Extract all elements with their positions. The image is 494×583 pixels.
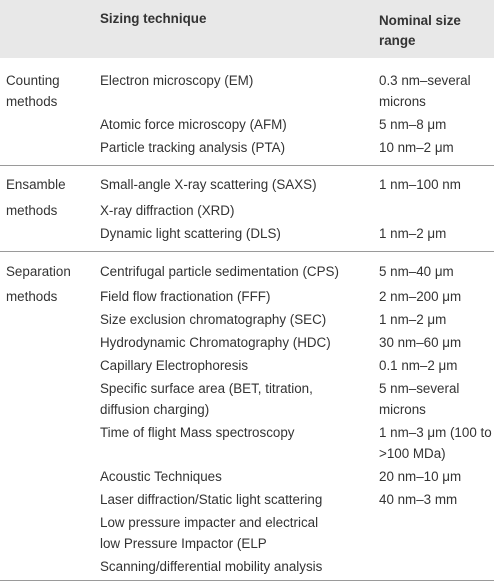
technique-cell: Small-angle X-ray scattering (SAXS) [100, 177, 317, 192]
technique-cell: Time of flight Mass spectroscopy [100, 425, 295, 440]
range-cell: 0.1 nm–2 μm [379, 358, 458, 373]
technique-cell: Field flow fractionation (FFF) [100, 289, 271, 304]
range-cell: 40 nm–3 mm [379, 492, 458, 507]
range-cell: 1 nm–2 μm [379, 226, 447, 241]
range-cell: 30 nm–60 μm [379, 335, 462, 350]
range-cell: 0.3 nm–several [379, 73, 471, 88]
category-label: methods [6, 203, 58, 218]
range-cell: 1 nm–2 μm [379, 312, 447, 327]
technique-cell: Dynamic light scattering (DLS) [100, 226, 281, 241]
technique-cell: Hydrodynamic Chromatography (HDC) [100, 335, 331, 350]
range-cell: 20 nm–10 μm [379, 469, 462, 484]
technique-cell: Low pressure impacter and electrical [100, 515, 319, 530]
technique-cell: X-ray diffraction (XRD) [100, 203, 235, 218]
range-cell: 5 nm–40 μm [379, 264, 454, 279]
range-cell: microns [379, 94, 426, 109]
technique-cell: Particle tracking analysis (PTA) [100, 140, 286, 155]
table-header [0, 0, 494, 58]
range-cell: 5 nm–several [379, 381, 460, 396]
technique-cell: Acoustic Techniques [100, 469, 222, 484]
category-label: Counting [6, 73, 60, 88]
category-label: methods [6, 289, 58, 304]
technique-cell: Size exclusion chromatography (SEC) [100, 312, 327, 327]
technique-cell: low Pressure Impactor (ELP [100, 536, 267, 551]
range-cell: 1 nm–100 nm [379, 177, 461, 192]
category-label: Ensamble [6, 177, 66, 192]
header-technique: Sizing technique [100, 11, 207, 26]
technique-cell: Electron microscopy (EM) [100, 73, 254, 88]
header-range: Nominal size range [379, 13, 461, 48]
range-cell: 5 nm–8 μm [379, 117, 447, 132]
technique-cell: Specific surface area (BET, titration, [100, 381, 313, 396]
range-cell: microns [379, 402, 426, 417]
technique-cell: diffusion charging) [100, 402, 210, 417]
technique-cell: Laser diffraction/Static light scattering [100, 492, 323, 507]
technique-cell: Atomic force microscopy (AFM) [100, 117, 287, 132]
group-divider [0, 165, 494, 166]
range-cell: >100 MDa) [379, 446, 446, 461]
range-cell: 1 nm–3 μm (100 to [379, 425, 492, 440]
group-divider [0, 251, 494, 252]
range-cell: 10 nm–2 μm [379, 140, 454, 155]
technique-cell: Scanning/differential mobility analysis [100, 559, 323, 574]
technique-cell: Centrifugal particle sedimentation (CPS) [100, 264, 339, 279]
table-bottom-rule [0, 580, 494, 581]
technique-cell: Capillary Electrophoresis [100, 358, 249, 373]
range-cell: 2 nm–200 μm [379, 289, 462, 304]
category-label: Separation [6, 264, 71, 279]
category-label: methods [6, 94, 58, 109]
